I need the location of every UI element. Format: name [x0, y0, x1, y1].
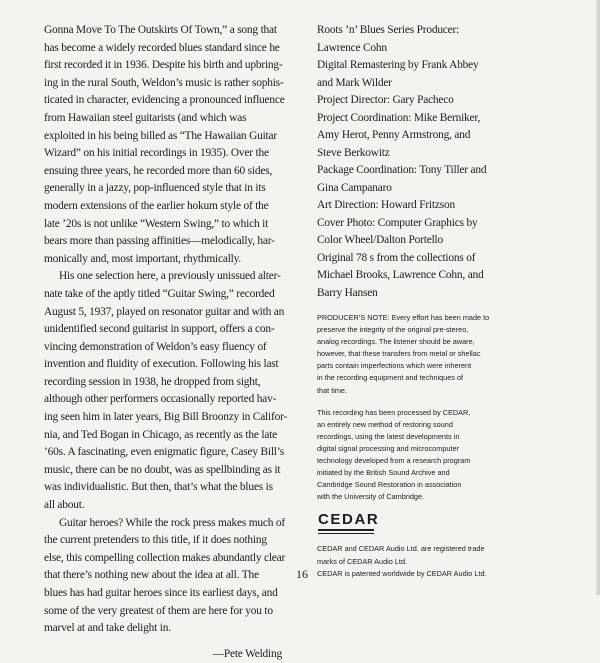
credit-line: Art Direction: Howard Fritzson	[317, 199, 455, 211]
text-line: ticated in character, evidencing a pronounced influence	[44, 94, 285, 107]
cedar-logo-text: CEDAR	[318, 511, 380, 529]
text-line: August 5, 1937, played on resonator guitar and with an	[44, 305, 285, 318]
note-line: analog recordings. The listener should be aware,	[317, 337, 475, 347]
trademark-line: CEDAR and CEDAR Audio Ltd. are registered trade	[317, 544, 485, 554]
credits-column	[317, 22, 582, 580]
liner-paragraph-1	[44, 22, 285, 268]
note-line: that time.	[317, 385, 348, 395]
credit-line: Steve Berkowitz	[317, 146, 390, 159]
text-line: that there’s nothing new about the idea at all. The	[44, 569, 259, 582]
logo-rule	[318, 529, 374, 531]
production-credits	[317, 22, 582, 302]
text-line: ensuing three years, he recorded more than 60 sides,	[44, 164, 273, 177]
text-line: first recorded it in 1936. Despite his birth and upbring-	[44, 59, 283, 72]
trademark-line: CEDAR is patented worldwide by CEDAR Audio Ltd.	[317, 568, 487, 578]
text-line: modern extensions of the earlier hokum style of the	[44, 199, 269, 212]
note-line: preserve the integrity of the original pre-stereo,	[317, 325, 469, 335]
producers-note	[317, 312, 582, 397]
text-line: vincing demonstration of Weldon’s easy fluency of	[44, 340, 267, 353]
text-line: nia, and Ted Bogan in Chicago, as recently as the late	[44, 428, 278, 441]
text-line: was individualistic. But then, that’s what the blues is	[44, 481, 273, 494]
credit-line: Project Coordination: Mike Berniker,	[317, 111, 481, 124]
text-line: exploited in his being billed as “The Hawaiian Guitar	[44, 129, 277, 142]
text-line: bears more than passing affinities—melodically, har-	[44, 235, 275, 248]
note-line: technology developed from a research program	[317, 456, 471, 466]
text-line: although other performers occasionally reported hav-	[44, 393, 277, 406]
trademark-line: marks of CEDAR Audio Ltd.	[317, 556, 408, 566]
note-line: PRODUCER’S NOTE: Every effort has been made to	[317, 313, 490, 322]
credit-line: Amy Herot, Penny Armstrong, and	[317, 129, 471, 141]
text-line: ing seen him in later years, Big Bill Broonzy in Califor-	[44, 411, 288, 424]
note-line: an entirely new method of restoring sound	[317, 419, 453, 429]
note-line: parts contain imperfections which were inherent	[317, 361, 472, 371]
text-line: ’60s. A fascinating, even enigmatic figure, Casey Bill’s	[44, 446, 284, 459]
credit-line: Color Wheel/Dalton Portello	[317, 234, 443, 246]
note-line: recordings, using the latest developments in	[317, 431, 460, 441]
logo-rule	[318, 533, 374, 534]
text-line: late ’20s is not unlike “Western Swing,” to which it	[44, 217, 269, 230]
text-line: ing in the rural South, Weldon’s music is rather sophis-	[44, 76, 284, 89]
text-line: the current pretenders to this title, if it does nothing	[44, 534, 267, 547]
text-line: else, this compelling collection makes abundantly clear	[44, 551, 286, 564]
credit-line: Package Coordination: Tony Tiller and	[317, 164, 487, 176]
text-line: some of the very greatest of them are here for you to	[44, 604, 273, 617]
credit-line: and Mark Wilder	[317, 76, 392, 89]
note-line: This recording has been processed by CEDAR,	[317, 407, 471, 417]
liner-paragraph-2	[44, 268, 288, 514]
note-line: digital signal processing and microcomputer	[317, 443, 459, 453]
text-line: recording session in 1938, he dropped from sight,	[44, 375, 261, 388]
credit-line: Original 78 s from the collections of	[317, 251, 476, 264]
text-line: has become a widely recorded blues standard since he	[44, 41, 280, 54]
credit-line: Gina Campanaro	[317, 181, 392, 194]
credit-line: Michael Brooks, Lawrence Cohn, and	[317, 269, 484, 281]
text-line: music, there can be no doubt, was as spellbinding as it	[44, 463, 281, 476]
cedar-processing-note	[317, 407, 582, 504]
text-line: Guitar heroes? While the rock press makes much of	[59, 516, 285, 529]
text-line: His one selection here, a previously unissued alter-	[59, 270, 281, 283]
trademark-notice	[317, 543, 582, 579]
cedar-logo	[318, 512, 378, 534]
text-line: marvel at and take delight in.	[44, 622, 171, 635]
liner-paragraph-3	[44, 515, 286, 638]
credit-line: Roots ’n’ Blues Series Producer:	[317, 24, 460, 36]
note-line: however, that these transfers from metal or shellac	[317, 349, 481, 359]
text-line: all about.	[44, 499, 85, 512]
note-line: with the University of Cambridge.	[317, 492, 425, 502]
liner-notes-column	[44, 22, 288, 663]
text-line: invention and fluidity of execution. Following his last	[44, 358, 279, 371]
text-line: blues has had guitar heroes since its earliest days, and	[44, 587, 278, 599]
credit-line: Project Director: Gary Pacheco	[317, 94, 454, 106]
note-line: Cambridge Sound Restoration in association	[317, 480, 462, 490]
text-line: nate take of the aptly titled “Guitar Swing,” recorded	[44, 287, 275, 300]
note-line: in the recording equipment and techniques of	[317, 373, 464, 383]
text-line: from Hawaiian steel guitarists (and which was	[44, 111, 247, 124]
credit-line: Lawrence Cohn	[317, 41, 387, 54]
credit-line: Cover Photo: Computer Graphics by	[317, 216, 478, 229]
text-line: Wizard” on his initial recordings in 1935). Over the	[44, 147, 269, 160]
author-signature: —Pete Welding	[212, 647, 282, 660]
note-line: initiated by the British Sound Archive and	[317, 468, 450, 478]
text-line: monically and, most important, rhythmically.	[44, 252, 242, 265]
credit-line: Digital Remastering by Frank Abbey	[317, 59, 479, 71]
page-edge	[596, 0, 600, 595]
text-line: unidentified second guitarist in support, offers a con-	[44, 323, 275, 336]
text-line: Gonna Move To The Outskirts Of Town,” a song that	[44, 24, 277, 36]
page-number: 16	[296, 567, 308, 581]
credit-line: Barry Hansen	[317, 286, 378, 299]
text-line: generally in a jazzy, pop-influenced style that in its	[44, 182, 266, 195]
